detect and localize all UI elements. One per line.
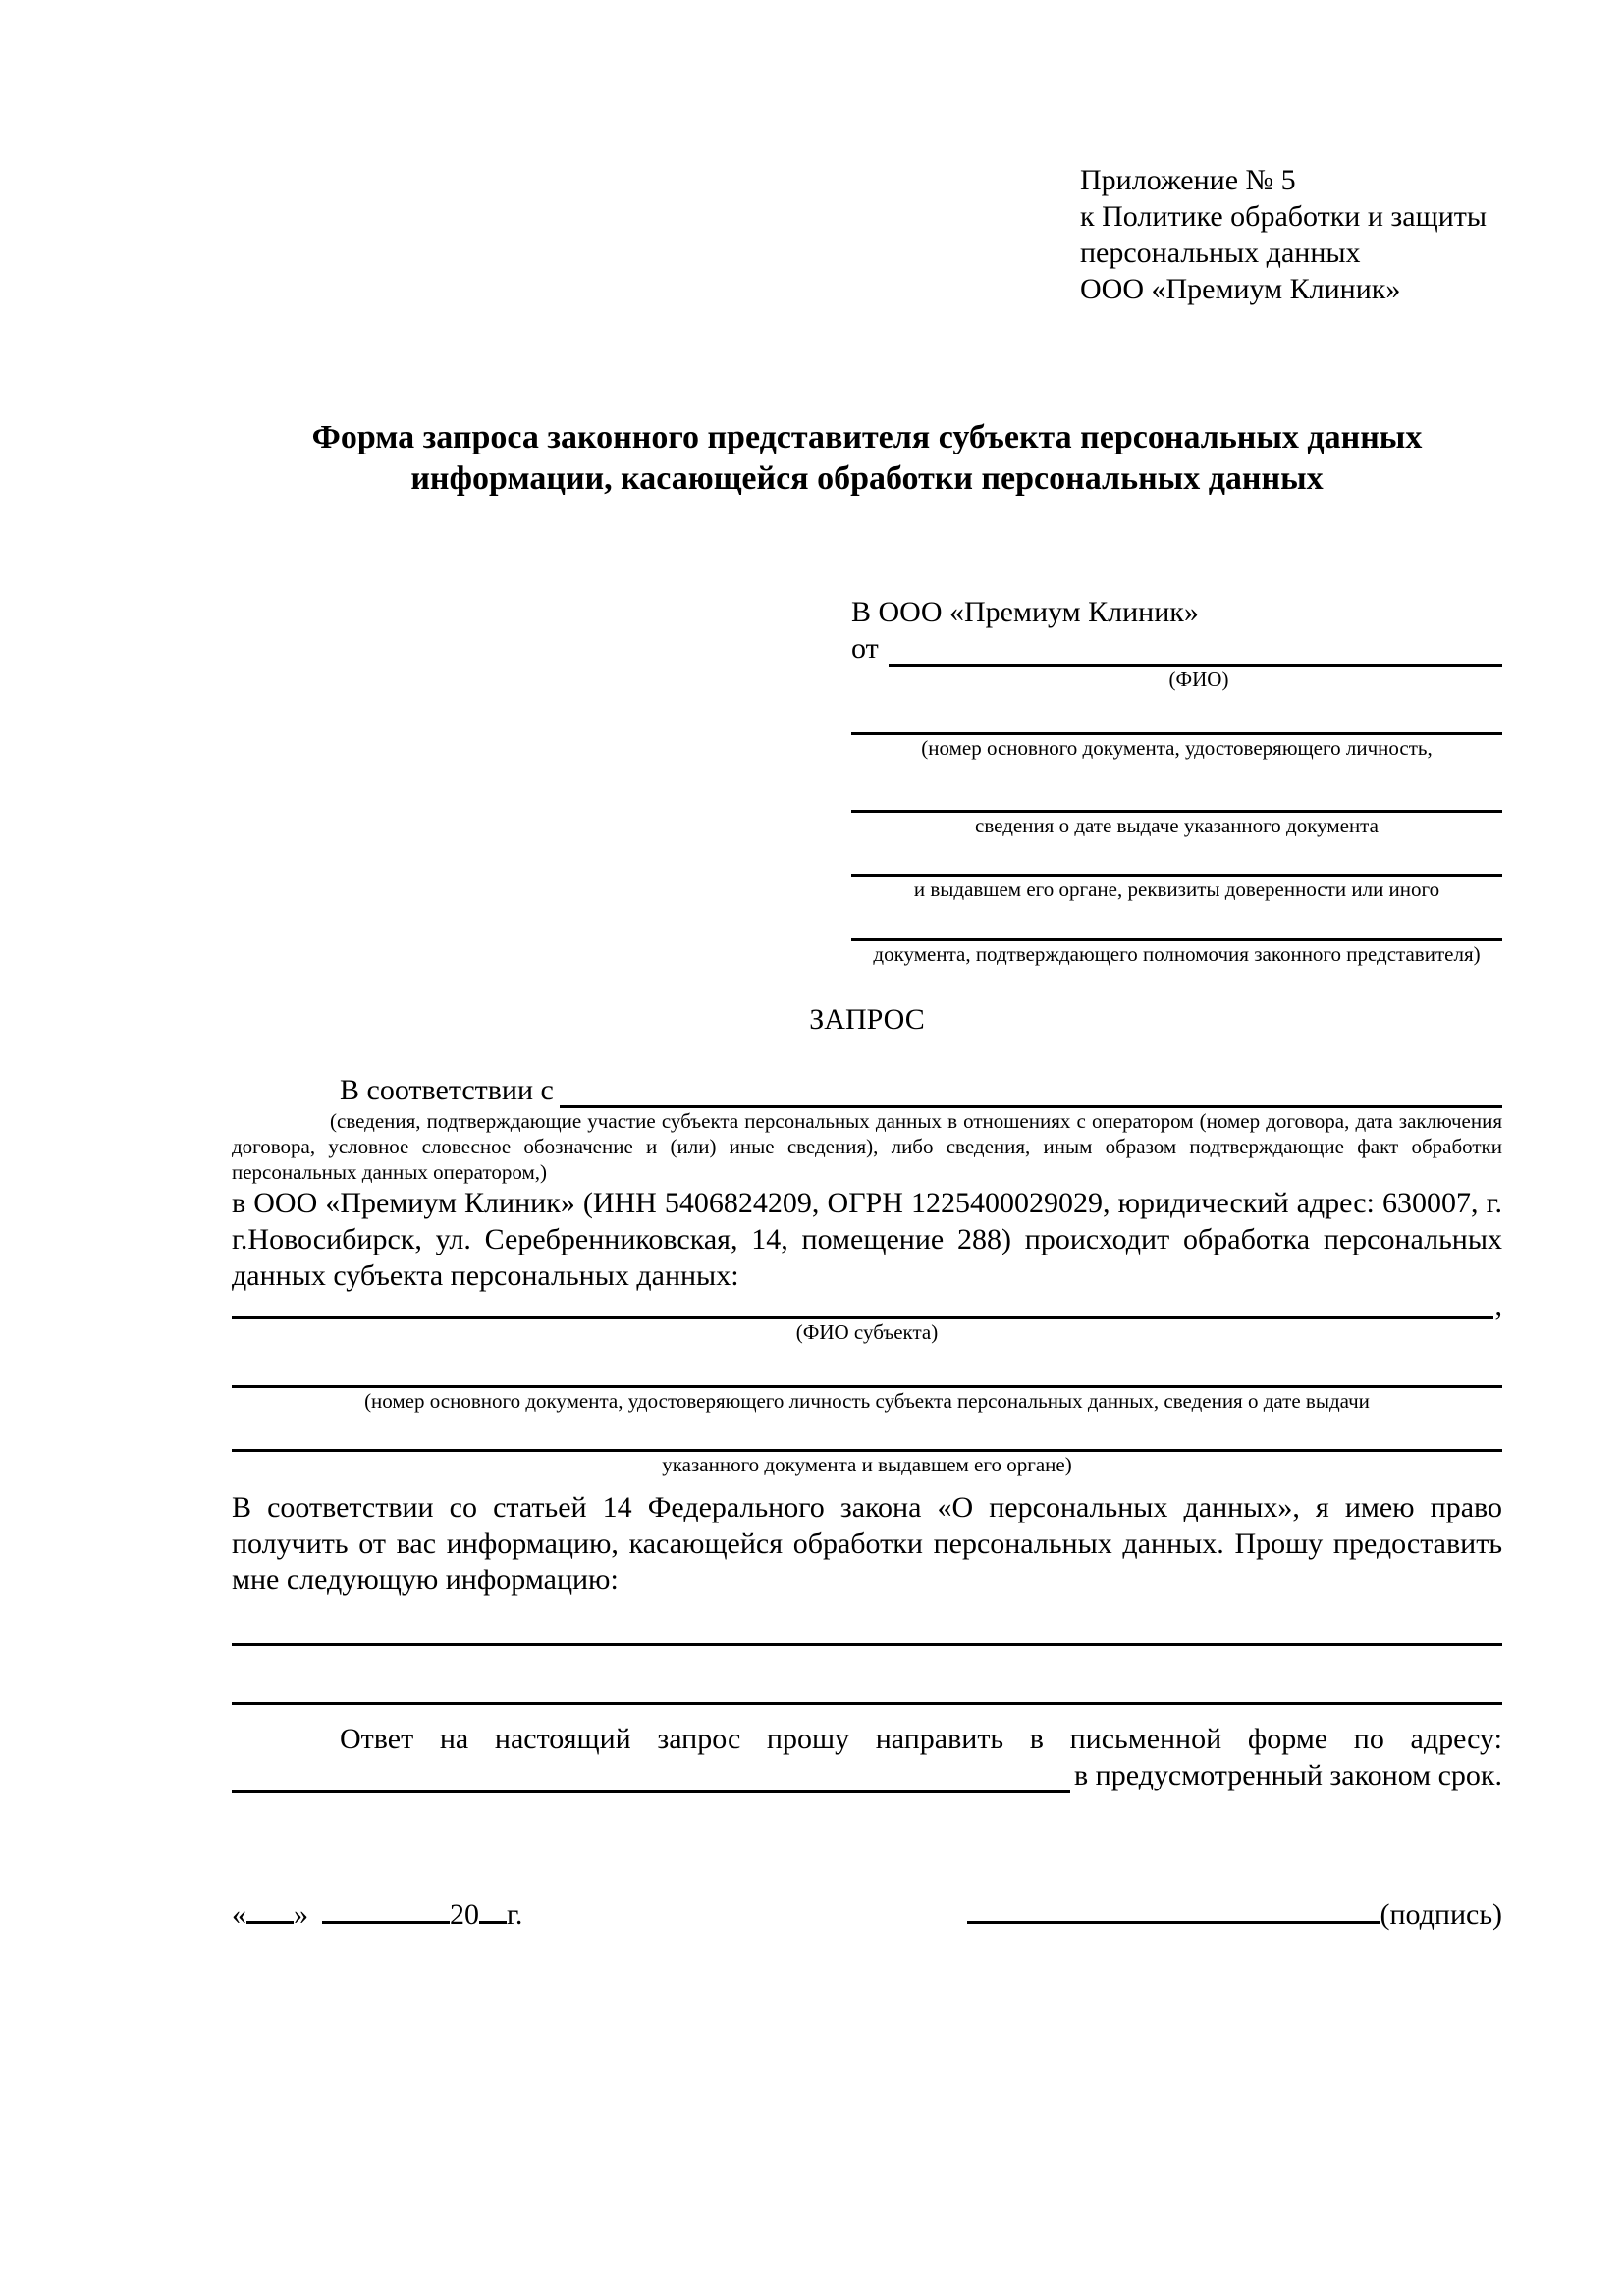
date-day-blank-line: [246, 1892, 294, 1924]
appendix-header-line: персональных данных: [1080, 237, 1361, 269]
operator-paragraph: в ООО «Премиум Клиник» (ИНН 5406824209, ОГРН 1225400029029, юридический адрес: 630007, г. г.Новосибирск, ул. Серебренниковская, 14, помещение 288) происходит обработка персональных данных субъекта персональных данных:: [232, 1187, 1502, 1292]
appendix-header-line: ООО «Премиум Клиник»: [1080, 273, 1401, 305]
representative-doc-blank-line: [851, 838, 1502, 877]
answer-deadline-text: в предусмотренный законом срок.: [1074, 1759, 1502, 1791]
subject-doc-blank-line: [232, 1345, 1502, 1388]
appendix-header-line: к Политике обработки и защиты: [1080, 200, 1488, 233]
fio-caption: (ФИО): [1168, 667, 1229, 691]
in-accordance-blank-line: [560, 1072, 1502, 1108]
from-blank-line: [889, 630, 1502, 667]
representative-doc-caption: (номер основного документа, удостоверяющего личность,: [921, 736, 1433, 760]
addressee-block: [851, 594, 1502, 967]
appendix-header-line: Приложение № 5: [1080, 164, 1296, 196]
representative-doc-blank-line: [851, 692, 1502, 735]
date-close-quote: »: [294, 1898, 308, 1931]
requested-info-blank-line: [232, 1598, 1502, 1646]
subject-fio-blank-line: [232, 1294, 1493, 1319]
date-field: [232, 1892, 522, 1935]
signature-caption: (подпись): [1380, 1898, 1502, 1931]
answer-address-paragraph: Ответ на настоящий запрос прошу направить в письменной форме по адресу:: [340, 1723, 1502, 1755]
in-accordance-caption: (сведения, подтверждающие участие субъекта персональных данных в отношениях с оператором (номер договора, дата заключения договора, условное словесное обозначение и (или) иные сведения), либо сведения, иным образом подтверждающие факт обработки персональных данных оператором,): [232, 1109, 1502, 1184]
subject-doc-caption: указанного документа и выдавшем его органе): [662, 1453, 1072, 1476]
date-year-suffix: г.: [507, 1898, 523, 1931]
date-year-blank-line: [479, 1892, 507, 1924]
appendix-header: [1080, 162, 1502, 307]
subject-fio-row: [232, 1290, 1502, 1322]
from-label: от: [851, 632, 879, 665]
date-signature-row: [232, 1892, 1502, 1935]
date-year-prefix: 20: [450, 1898, 479, 1931]
representative-doc-caption: сведения о дате выдаче указанного документа: [975, 814, 1379, 837]
subject-fio-caption: (ФИО субъекта): [795, 1320, 939, 1344]
from-field-row: [851, 630, 1502, 667]
representative-doc-blank-line: [851, 902, 1502, 941]
representative-doc-caption: документа, подтверждающего полномочия законного представителя): [873, 942, 1481, 966]
requested-info-blank-line: [232, 1646, 1502, 1705]
representative-doc-caption: и выдавшем его органе, реквизиты доверенности или иного: [913, 878, 1440, 901]
answer-address-row: [232, 1757, 1502, 1793]
addressee-organization: В ООО «Премиум Клиник»: [851, 596, 1199, 628]
in-accordance-label: В соответствии с: [340, 1074, 554, 1106]
representative-doc-blank-line: [851, 761, 1502, 813]
request-heading: ЗАПРОС: [809, 1003, 925, 1036]
signature-blank-line: [967, 1892, 1380, 1924]
law-paragraph: В соответствии со статьей 14 Федерального закона «О персональных данных», я имею право получить от вас информацию, касающейся обработки персональных данных. Прошу предоставить мне следующую информацию:: [232, 1491, 1502, 1596]
answer-address-blank-line: [232, 1757, 1070, 1793]
subject-doc-blank-line: [232, 1414, 1502, 1452]
date-month-blank-line: [322, 1892, 450, 1924]
document-title: Форма запроса законного представителя субъекта персональных данных информации, касающейся обработки персональных данных: [311, 419, 1423, 497]
subject-doc-caption: (номер основного документа, удостоверяющего личность субъекта персональных данных, сведения о дате выдачи: [364, 1389, 1370, 1413]
in-accordance-row: [232, 1072, 1502, 1108]
date-open-quote: «: [232, 1898, 246, 1931]
signature-field: [967, 1892, 1502, 1935]
trailing-comma: ,: [1494, 1290, 1502, 1322]
